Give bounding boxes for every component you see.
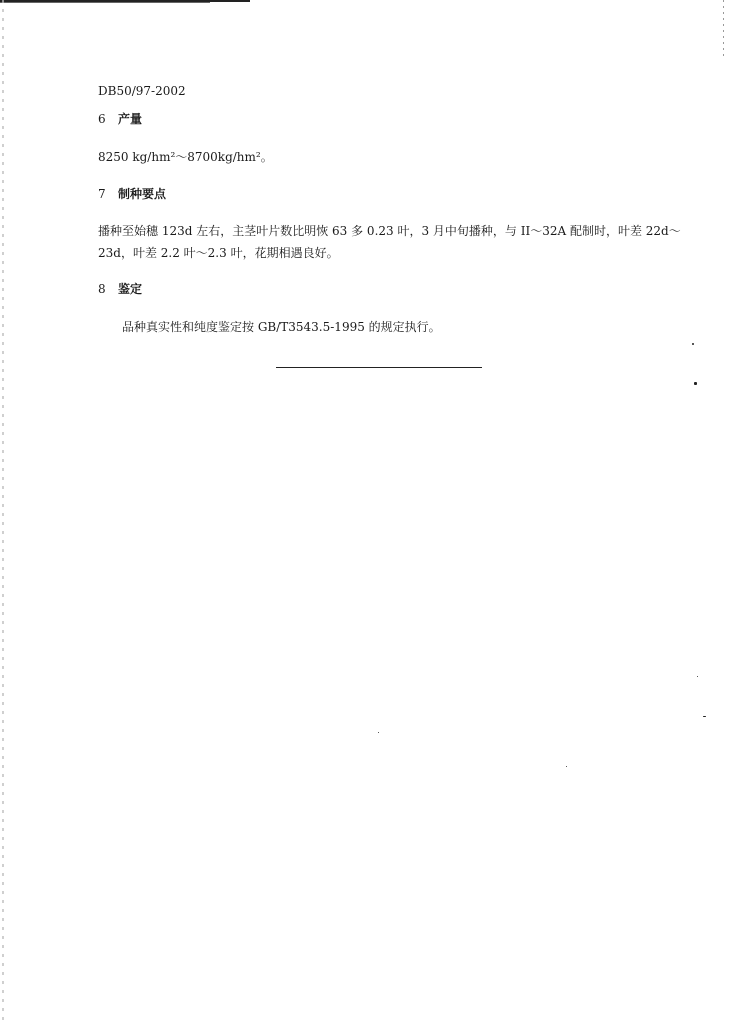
end-rule [276, 367, 482, 368]
scan-right-edge [723, 0, 724, 60]
scan-speck [697, 676, 698, 677]
section-7-paragraph-line-2: 23d，叶差 2.2 叶～2.3 叶，花期相遇良好。 [98, 246, 339, 260]
section-7-paragraph-line-1: 播种至始穗 123d 左右，主茎叶片数比明恢 63 多 0.23 叶，3 月中旬播种，与 II～32A 配制时，叶差 22d～ [98, 224, 681, 238]
section-heading-7 [98, 185, 166, 202]
section-title: 产量 [118, 112, 143, 126]
section-title: 鉴定 [118, 282, 143, 296]
scan-speck [566, 766, 567, 767]
scan-left-edge [2, 0, 4, 1024]
section-title: 制种要点 [118, 187, 167, 201]
document-code: DB50/97-2002 [98, 84, 186, 98]
scan-speck [692, 343, 694, 345]
scan-top-rule-thin [0, 2, 210, 3]
section-number: 8 [98, 282, 106, 296]
scan-speck [703, 716, 706, 717]
section-heading-6 [98, 110, 142, 127]
section-6-paragraph: 8250 kg/hm²～8700kg/hm²。 [98, 150, 273, 164]
scan-speck [694, 382, 697, 385]
scan-speck [378, 732, 379, 733]
section-number: 6 [98, 112, 106, 126]
section-number: 7 [98, 187, 106, 201]
section-8-paragraph: 品种真实性和纯度鉴定按 GB/T3543.5-1995 的规定执行。 [122, 320, 441, 334]
section-heading-8 [98, 280, 142, 297]
